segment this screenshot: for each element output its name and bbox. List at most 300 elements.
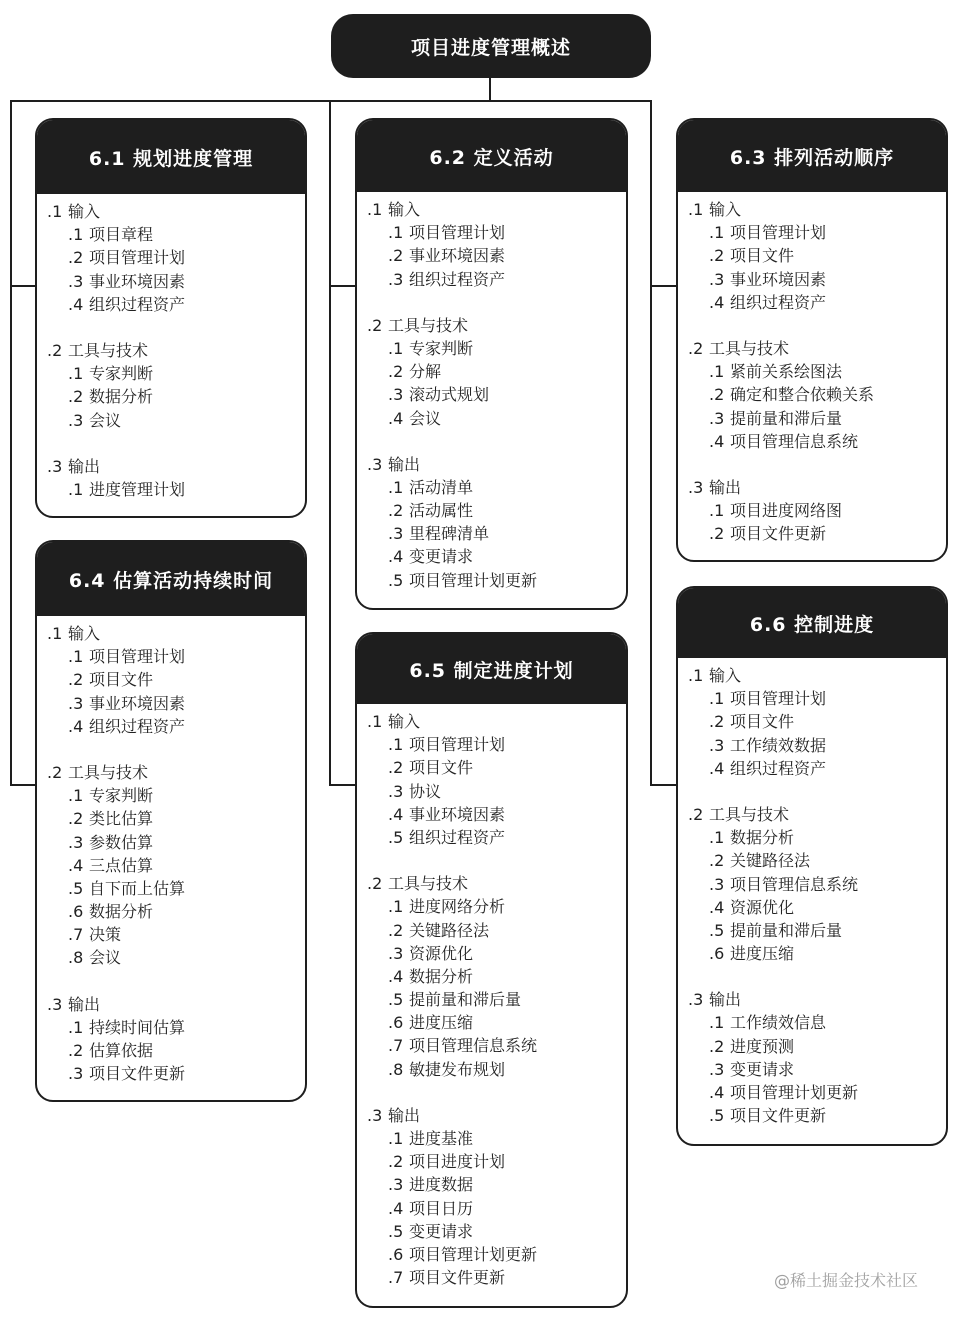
section-number: .3	[367, 1105, 383, 1125]
item-label: 参数估算	[89, 832, 154, 852]
item-label: 组织过程资产	[730, 758, 827, 778]
item-label: 紧前关系绘图法	[730, 362, 843, 382]
card-body	[357, 704, 626, 1289]
item-label: 活动清单	[409, 477, 474, 497]
section-label: 输出	[709, 990, 742, 1010]
section	[47, 200, 305, 316]
list-item	[47, 362, 305, 385]
list-item	[47, 784, 305, 807]
item-label: 项目管理信息系统	[730, 874, 859, 894]
list-item	[367, 407, 626, 430]
item-label: 变更请求	[409, 1221, 474, 1241]
process-card-6-6	[676, 586, 948, 1146]
list-item	[367, 826, 626, 849]
section	[367, 453, 626, 592]
section-label: 输入	[709, 666, 742, 685]
section-number: .3	[47, 456, 63, 476]
list-item	[688, 522, 946, 545]
item-number: .2	[388, 920, 404, 940]
item-number: .5	[388, 1221, 404, 1241]
section-label: 工具与技术	[388, 315, 469, 335]
item-label: 事业环境因素	[730, 269, 827, 289]
item-label: 协议	[409, 781, 442, 801]
section	[688, 664, 946, 780]
card-title: 6.4 估算活动持续时间	[37, 542, 305, 616]
list-item	[47, 900, 305, 923]
section-number: .1	[688, 666, 704, 685]
list-item	[367, 476, 626, 499]
list-item	[367, 780, 626, 803]
item-number: .1	[388, 735, 404, 755]
section	[47, 455, 305, 501]
section-heading	[688, 337, 946, 360]
connector-6-2	[329, 285, 356, 287]
list-item	[688, 291, 946, 314]
list-item	[367, 383, 626, 406]
section	[688, 988, 946, 1127]
section	[367, 710, 626, 849]
item-label: 里程碑清单	[409, 524, 490, 544]
item-number: .1	[388, 897, 404, 917]
item-number: .8	[388, 1059, 404, 1079]
list-item	[367, 1220, 626, 1243]
item-number: .3	[709, 408, 725, 428]
connector-6-5	[329, 784, 356, 786]
card-title: 6.6 控制进度	[678, 588, 946, 658]
item-label: 项目文件	[409, 758, 474, 778]
item-label: 项目文件更新	[730, 524, 827, 544]
section-heading	[688, 803, 946, 826]
item-label: 专家判断	[89, 364, 154, 384]
item-number: .2	[68, 248, 84, 268]
section-heading	[367, 1104, 626, 1127]
item-number: .3	[709, 269, 725, 289]
section-label: 工具与技术	[709, 804, 790, 824]
item-label: 提前量和滞后量	[730, 920, 843, 940]
list-item	[367, 895, 626, 918]
item-number: .2	[388, 501, 404, 521]
item-label: 数据分析	[409, 966, 474, 986]
section-label: 输入	[388, 712, 421, 731]
list-item	[688, 919, 946, 942]
process-card-6-4	[35, 540, 307, 1102]
list-item	[367, 545, 626, 568]
list-item	[367, 244, 626, 267]
item-number: .4	[709, 758, 725, 778]
section-label: 输出	[709, 477, 742, 497]
item-label: 组织过程资产	[89, 294, 186, 314]
item-number: .2	[388, 362, 404, 382]
item-label: 项目管理计划	[409, 223, 506, 243]
list-item	[47, 645, 305, 668]
list-item	[47, 831, 305, 854]
item-number: .2	[709, 1036, 725, 1056]
item-number: .2	[709, 524, 725, 544]
section-heading	[367, 710, 626, 733]
card-body	[37, 616, 305, 1085]
list-item	[47, 854, 305, 877]
list-item	[367, 499, 626, 522]
list-item	[367, 1127, 626, 1150]
item-number: .1	[68, 647, 84, 667]
item-label: 滚动式规划	[409, 385, 490, 405]
item-label: 项目文件更新	[730, 1106, 827, 1126]
item-number: .2	[709, 246, 725, 266]
item-number: .3	[68, 410, 84, 430]
section-heading	[688, 988, 946, 1011]
section-number: .2	[47, 762, 63, 782]
item-number: .4	[388, 966, 404, 986]
item-number: .8	[68, 948, 84, 968]
list-item	[688, 499, 946, 522]
item-label: 事业环境因素	[89, 271, 186, 291]
connector-mid-rail	[329, 100, 331, 786]
list-item	[367, 803, 626, 826]
section-heading	[47, 622, 305, 645]
section-label: 输入	[388, 200, 421, 219]
item-number: .1	[68, 479, 84, 499]
item-number: .1	[709, 362, 725, 382]
connector-left-rail	[10, 100, 12, 786]
list-item	[367, 1058, 626, 1081]
item-number: .3	[68, 693, 84, 713]
list-item	[47, 877, 305, 900]
section	[688, 337, 946, 453]
item-label: 项目管理信息系统	[730, 431, 859, 451]
item-number: .4	[68, 294, 84, 314]
root-node	[331, 14, 651, 78]
item-number: .4	[709, 1083, 725, 1102]
section-heading	[367, 198, 626, 221]
item-label: 数据分析	[89, 387, 154, 407]
item-label: 项目文件	[730, 246, 795, 266]
item-number: .1	[709, 828, 725, 848]
section	[367, 872, 626, 1081]
item-number: .3	[709, 735, 725, 755]
section-number: .1	[367, 712, 383, 731]
item-label: 关键路径法	[409, 920, 490, 940]
list-item	[688, 1081, 946, 1104]
item-number: .3	[388, 1175, 404, 1195]
list-item	[367, 919, 626, 942]
item-number: .3	[388, 269, 404, 289]
section-number: .1	[47, 624, 63, 643]
item-number: .1	[388, 223, 404, 243]
process-card-6-3	[676, 118, 948, 562]
section-number: .2	[47, 340, 63, 360]
item-label: 项目日历	[409, 1198, 474, 1218]
item-number: .3	[709, 1059, 725, 1079]
item-number: .6	[68, 902, 84, 922]
list-item	[688, 826, 946, 849]
item-label: 资源优化	[409, 943, 474, 963]
item-label: 数据分析	[89, 902, 154, 922]
section-label: 工具与技术	[68, 762, 149, 782]
section-number: .3	[688, 990, 704, 1010]
section-label: 输出	[68, 994, 101, 1014]
section-label: 输出	[388, 1105, 421, 1125]
card-body	[678, 658, 946, 1127]
list-item	[688, 757, 946, 780]
card-title: 6.2 定义活动	[357, 120, 626, 192]
item-number: .5	[388, 827, 404, 847]
item-label: 进度压缩	[730, 944, 795, 964]
list-item	[367, 1266, 626, 1289]
item-number: .3	[68, 1064, 84, 1084]
item-label: 项目管理计划	[730, 223, 827, 243]
list-item	[688, 687, 946, 710]
process-card-6-2	[355, 118, 628, 610]
item-number: .2	[68, 670, 84, 690]
section-label: 输入	[68, 624, 101, 643]
item-number: .1	[388, 338, 404, 358]
section-number: .3	[688, 477, 704, 497]
section-number: .1	[688, 200, 704, 219]
list-item	[47, 1016, 305, 1039]
item-label: 工作绩效信息	[730, 1013, 827, 1033]
item-number: .1	[68, 786, 84, 806]
item-label: 进度管理计划	[89, 479, 186, 499]
list-item	[367, 360, 626, 383]
list-item	[688, 1011, 946, 1034]
item-number: .2	[68, 809, 84, 829]
section	[688, 476, 946, 546]
item-label: 事业环境因素	[89, 693, 186, 713]
connector-6-6	[650, 784, 677, 786]
item-label: 活动属性	[409, 501, 474, 521]
list-item	[47, 223, 305, 246]
item-label: 变更请求	[409, 547, 474, 567]
item-number: .1	[388, 1129, 404, 1148]
card-title: 6.1 规划进度管理	[37, 120, 305, 194]
item-number: .3	[68, 271, 84, 291]
list-item	[47, 409, 305, 432]
card-body	[357, 192, 626, 592]
list-item	[367, 756, 626, 779]
process-card-6-1	[35, 118, 307, 518]
item-label: 进度网络分析	[409, 897, 506, 917]
list-item	[47, 715, 305, 738]
card-body	[37, 194, 305, 501]
section-label: 输入	[68, 202, 101, 221]
list-item	[367, 733, 626, 756]
item-number: .4	[388, 408, 404, 428]
item-label: 项目文件更新	[409, 1268, 506, 1288]
item-number: .2	[709, 385, 725, 405]
item-label: 项目管理计划	[89, 647, 186, 667]
list-item	[47, 692, 305, 715]
item-number: .3	[388, 385, 404, 405]
section-number: .2	[688, 338, 704, 358]
root-title: 项目进度管理概述	[410, 36, 571, 59]
section-label: 输出	[388, 454, 421, 474]
list-item	[367, 1243, 626, 1266]
connector-right-rail	[650, 100, 652, 786]
section-label: 输出	[68, 456, 101, 476]
item-number: .3	[709, 874, 725, 894]
section-number: .3	[47, 994, 63, 1014]
item-number: .4	[388, 804, 404, 824]
section-number: .1	[47, 202, 63, 221]
item-number: .5	[709, 1106, 725, 1126]
connector-root-stem	[489, 78, 491, 102]
section-label: 工具与技术	[68, 340, 149, 360]
item-number: .3	[68, 832, 84, 852]
item-label: 专家判断	[89, 786, 154, 806]
watermark: @稀土掘金技术社区	[774, 1271, 919, 1290]
card-title: 6.3 排列活动顺序	[678, 120, 946, 192]
list-item	[688, 710, 946, 733]
process-card-6-5	[355, 632, 628, 1308]
section-heading	[367, 872, 626, 895]
list-item	[367, 1173, 626, 1196]
list-item	[688, 430, 946, 453]
section	[47, 339, 305, 432]
section-number: .2	[367, 315, 383, 335]
item-label: 项目管理计划更新	[409, 1244, 538, 1264]
item-label: 关键路径法	[730, 851, 811, 871]
item-number: .2	[388, 246, 404, 266]
list-item	[688, 734, 946, 757]
item-number: .5	[709, 920, 725, 940]
list-item	[688, 873, 946, 896]
item-label: 数据分析	[730, 828, 795, 848]
item-label: 类比估算	[89, 809, 154, 829]
item-label: 项目文件更新	[89, 1064, 186, 1084]
item-number: .6	[388, 1244, 404, 1264]
item-number: .2	[68, 387, 84, 407]
item-label: 项目文件	[730, 712, 795, 732]
item-label: 项目文件	[89, 670, 154, 690]
item-label: 确定和整合依赖关系	[730, 385, 875, 405]
item-label: 项目管理计划更新	[409, 570, 538, 590]
list-item	[47, 246, 305, 269]
section-heading	[367, 314, 626, 337]
list-item	[47, 270, 305, 293]
section-heading	[47, 455, 305, 478]
item-number: .4	[388, 547, 404, 567]
list-item	[367, 988, 626, 1011]
item-label: 项目管理计划更新	[730, 1083, 859, 1102]
section	[367, 198, 626, 291]
item-label: 提前量和滞后量	[730, 408, 843, 428]
list-item	[367, 268, 626, 291]
item-label: 项目管理信息系统	[409, 1036, 538, 1056]
list-item	[367, 1150, 626, 1173]
connector-6-4	[10, 784, 36, 786]
item-number: .3	[388, 943, 404, 963]
item-label: 组织过程资产	[89, 716, 186, 736]
item-label: 项目章程	[89, 225, 154, 245]
list-item	[688, 896, 946, 919]
list-item	[47, 807, 305, 830]
item-number: .1	[709, 1013, 725, 1033]
item-label: 变更请求	[730, 1059, 795, 1079]
item-label: 估算依据	[89, 1041, 154, 1060]
list-item	[688, 942, 946, 965]
list-item	[47, 385, 305, 408]
list-item	[47, 923, 305, 946]
section-heading	[47, 200, 305, 223]
item-label: 组织过程资产	[409, 269, 506, 289]
item-number: .4	[709, 431, 725, 451]
item-label: 进度基准	[409, 1129, 474, 1148]
item-label: 持续时间估算	[89, 1017, 186, 1037]
section	[688, 803, 946, 965]
item-number: .1	[68, 225, 84, 245]
item-number: .4	[388, 1198, 404, 1218]
list-item	[367, 569, 626, 592]
item-label: 项目进度网络图	[730, 501, 843, 521]
list-item	[47, 946, 305, 969]
item-label: 项目管理计划	[730, 689, 827, 709]
item-label: 会议	[89, 410, 122, 430]
list-item	[47, 478, 305, 501]
list-item	[688, 1035, 946, 1058]
list-item	[688, 407, 946, 430]
item-number: .2	[68, 1041, 84, 1060]
item-label: 资源优化	[730, 897, 795, 917]
item-label: 项目管理计划	[89, 248, 186, 268]
section	[47, 622, 305, 738]
item-label: 项目进度计划	[409, 1152, 506, 1172]
item-number: .1	[388, 477, 404, 497]
item-number: .5	[68, 878, 84, 898]
item-number: .2	[388, 758, 404, 778]
list-item	[367, 522, 626, 545]
item-number: .1	[709, 689, 725, 709]
item-number: .6	[709, 944, 725, 964]
section-heading	[367, 453, 626, 476]
item-number: .2	[709, 851, 725, 871]
item-label: 会议	[89, 948, 122, 968]
list-item	[47, 293, 305, 316]
section-heading	[688, 664, 946, 687]
item-label: 事业环境因素	[409, 804, 506, 824]
item-number: .1	[68, 364, 84, 384]
section	[688, 198, 946, 314]
list-item	[688, 268, 946, 291]
list-item	[688, 360, 946, 383]
section-number: .3	[367, 454, 383, 474]
item-label: 敏捷发布规划	[409, 1059, 506, 1079]
list-item	[688, 221, 946, 244]
item-label: 决策	[89, 925, 122, 945]
item-number: .2	[709, 712, 725, 732]
section	[47, 993, 305, 1086]
list-item	[47, 1062, 305, 1085]
list-item	[367, 1011, 626, 1034]
item-label: 会议	[409, 408, 442, 428]
item-label: 进度数据	[409, 1175, 474, 1195]
item-number: .7	[388, 1036, 404, 1056]
list-item	[688, 244, 946, 267]
section-number: .1	[367, 200, 383, 219]
item-number: .3	[388, 781, 404, 801]
item-number: .4	[709, 292, 725, 312]
list-item	[47, 1039, 305, 1062]
section	[367, 1104, 626, 1290]
connector-top-bar	[10, 100, 652, 102]
item-label: 三点估算	[89, 855, 154, 875]
item-label: 进度预测	[730, 1036, 795, 1056]
item-label: 工作绩效数据	[730, 735, 827, 755]
list-item	[688, 383, 946, 406]
section-label: 输入	[709, 200, 742, 219]
item-number: .4	[68, 716, 84, 736]
section-heading	[47, 339, 305, 362]
list-item	[688, 849, 946, 872]
